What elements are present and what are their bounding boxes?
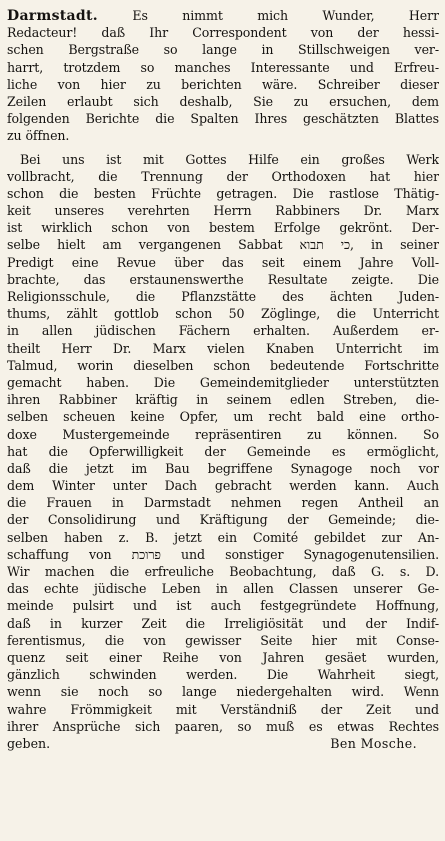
paragraph-2-line: ihren Rabbiner kräftig in seinem edlen Streben, die- bbox=[7, 392, 439, 408]
paragraph-2-line: doxe Mustergemeinde repräsentiren zu können. So bbox=[7, 426, 439, 442]
closing-row bbox=[7, 735, 439, 752]
paragraph-2-line: brachte, das erstaunenswerthe Resultate zeigte. Die bbox=[7, 271, 439, 287]
paragraph-2-line: Religionsschule, die Pflanzstätte des ächten Juden- bbox=[7, 289, 439, 304]
paragraph-1-line: Redacteur! daß Ihr Correspondent von der hessi- bbox=[7, 25, 439, 41]
paragraph-1-line: folgenden Berichte die Spalten Ihres geschätzten Blattes bbox=[7, 111, 439, 127]
paragraph-2-line: meinde pulsirt und ist auch festgegründete Hoffnung, bbox=[7, 598, 439, 614]
paragraph-1-opening: Es nimmt mich Wunder, Herr bbox=[132, 8, 439, 23]
paragraph-2-last-line: geben. bbox=[7, 735, 51, 751]
paragraph-2-line: dem Winter unter Dach gebracht werden kann. Auch bbox=[7, 478, 439, 494]
paragraph-1-line: zu öffnen. bbox=[7, 128, 70, 144]
paragraph-2-line: das echte jüdische Leben in allen Classen unserer Ge- bbox=[7, 581, 439, 597]
paragraph-2-line: Bei uns ist mit Gottes Hilfe ein großes Werk bbox=[20, 151, 439, 167]
paragraph-1-line-1 bbox=[7, 7, 439, 24]
paragraph-1-line: Zeilen erlaubt sich deshalb, Sie zu ersuchen, dem bbox=[7, 93, 439, 109]
paragraph-2-line: hat die Opferwilligkeit der Gemeinde es ermöglicht, bbox=[7, 443, 439, 459]
paragraph-1-line: harrt, trotzdem so manches Interessante und Erfreu- bbox=[7, 59, 439, 75]
paragraph-2-line: Wir machen die erfreuliche Beobachtung, daß G. s. D. bbox=[7, 564, 439, 579]
paragraph-2-line: wenn sie noch so lange niedergehalten wird. Wenn bbox=[7, 684, 439, 700]
paragraph-2-line: schaffung von פרוכת und sonstiger Synagogenutensilien. bbox=[7, 546, 439, 562]
paragraph-2-line: schon die besten Früchte getragen. Die rastlose Thätig- bbox=[7, 185, 439, 201]
paragraph-2-line: selbe hielt am vergangenen Sabbat כי תבוא, in seiner bbox=[7, 237, 439, 253]
paragraph-2-line: in allen jüdischen Fächern erhalten. Außerdem er- bbox=[7, 323, 439, 339]
paragraph-1-line: liche von hier zu berichten wäre. Schreiber dieser bbox=[7, 76, 439, 92]
paragraph-2-line: selben haben z. B. jetzt ein Comité gebildet zur An- bbox=[7, 529, 439, 545]
paragraph-2-line: keit unseres verehrten Herrn Rabbiners Dr. Marx bbox=[7, 203, 439, 219]
paragraph-2-line: ferentismus, die von gewisser Seite hier mit Conse- bbox=[7, 632, 439, 648]
paragraph-2-line: thums, zählt gottlob schon 50 Zöglinge, die Unterricht bbox=[7, 306, 439, 322]
paragraph-2-line: Talmud, worin dieselben schon bedeutende Fortschritte bbox=[7, 357, 439, 373]
paragraph-2-line: wahre Frömmigkeit mit Verständniß der Zeit und bbox=[7, 701, 439, 717]
dateline: Darmstadt. bbox=[7, 8, 98, 24]
paragraph-2-line: ihrer Ansprüche sich paaren, so muß es etwas Rechtes bbox=[7, 718, 439, 734]
paragraph-2-line: gänzlich schwinden werden. Die Wahrheit siegt, bbox=[7, 667, 439, 683]
paragraph-2-line: gemacht haben. Die Gemeindemitglieder unterstützten bbox=[7, 374, 439, 390]
paragraph-2-line: Predigt eine Revue über das seit einem Jahre Voll- bbox=[7, 254, 439, 270]
paragraph-2-line: theilt Herr Dr. Marx vielen Knaben Unterricht im bbox=[7, 340, 439, 356]
paragraph-2-line: ist wirklich schon von bestem Erfolge gekrönt. Der- bbox=[7, 220, 439, 236]
paragraph-2-line: daß die jetzt im Bau begriffene Synagoge noch vor bbox=[7, 460, 439, 476]
paragraph-2-line: die Frauen in Darmstadt nehmen regen Antheil an bbox=[7, 495, 439, 511]
paragraph-1-line: schen Bergstraße so lange in Stillschweigen ver- bbox=[7, 42, 439, 58]
paragraph-2-line: der Consolidirung und Kräftigung der Gemeinde; die- bbox=[7, 512, 439, 528]
paragraph-2-line: daß in kurzer Zeit die Irreligiösität und der Indif- bbox=[7, 615, 439, 631]
paragraph-2-line: vollbracht, die Trennung der Orthodoxen hat hier bbox=[7, 168, 439, 184]
paragraph-2-line: selben scheuen keine Opfer, um recht bald eine ortho- bbox=[7, 409, 439, 425]
author-signature: Ben Mosche. bbox=[330, 735, 417, 751]
paragraph-2-line: quenz seit einer Reihe von Jahren gesäet wurden, bbox=[7, 649, 439, 665]
